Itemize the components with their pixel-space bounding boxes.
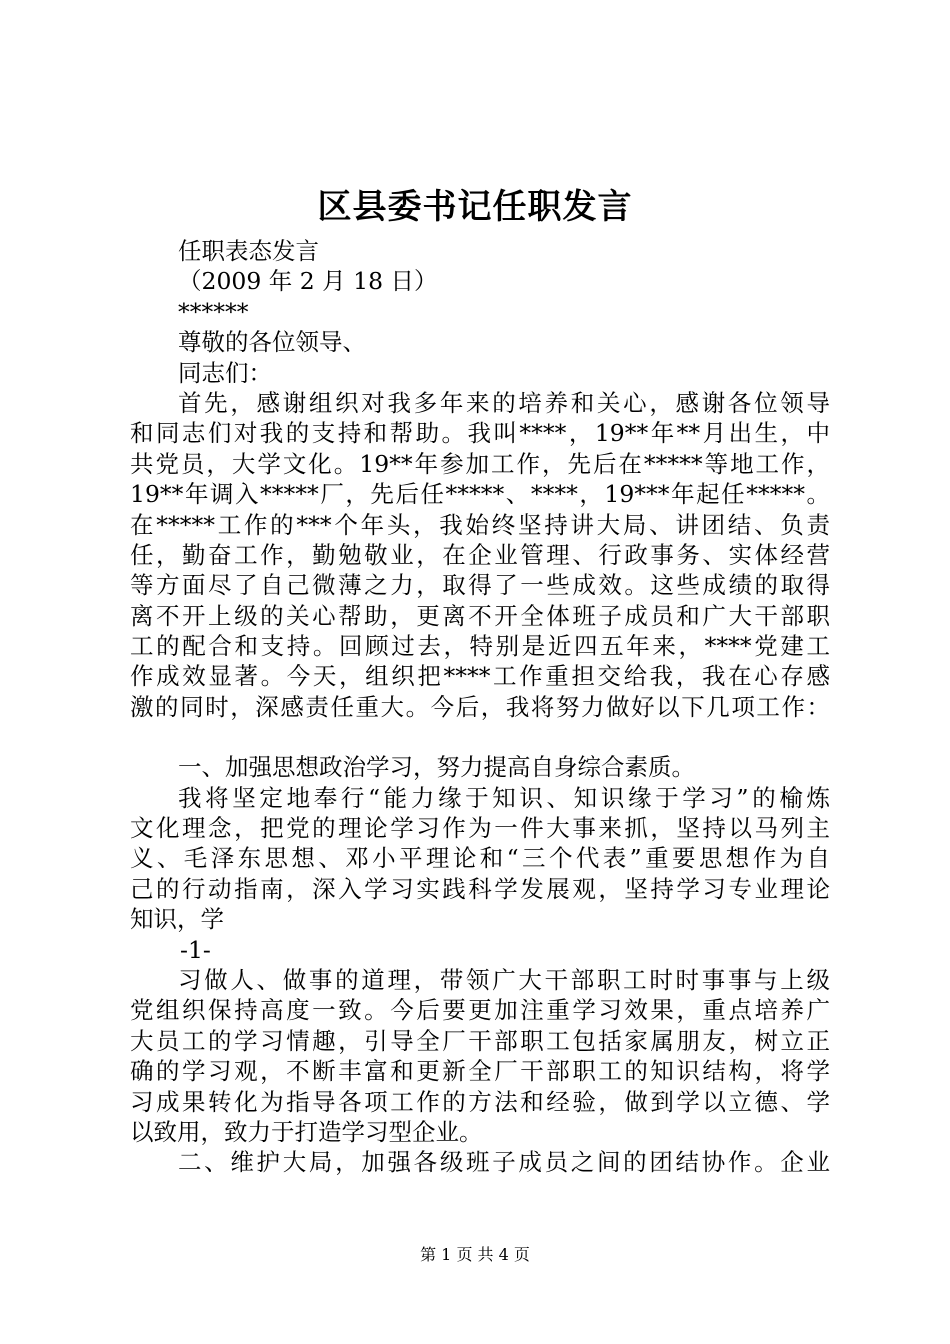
- page-footer: 第 1 页 共 4 页: [420, 1245, 530, 1264]
- paragraph-3-line: 习做人、做事的道理，带领广大干部职工时时事事与上级: [178, 965, 830, 994]
- speech-heading: 任职表态发言: [178, 237, 319, 265]
- paragraph-3-line: 以致用，致力于打造学习型企业。: [130, 1117, 483, 1146]
- salutation-line-1: 尊敬的各位领导、: [178, 328, 366, 357]
- paragraph-3-line: 党组织保持高度一致。今后要更加注重学习效果，重点培养广: [130, 996, 830, 1025]
- paragraph-gap: [130, 722, 830, 752]
- paragraph-3-line: 确的学习观，不断丰富和更新全厂干部职工的知识结构，将学: [130, 1057, 830, 1086]
- salutation-line-2: 同志们：: [178, 358, 272, 387]
- paragraph-1-line: 19**年调入*****厂，先后任*****、****，19***年起任*****。: [130, 480, 830, 509]
- paragraph-1-line: 工的配合和支持。回顾过去，特别是近四五年来，****党建工: [130, 632, 830, 661]
- paragraph-2-line: 我将坚定地奉行“能力缘于知识、知识缘于学习”的榆炼: [178, 783, 830, 812]
- paragraph-1-line: 作成效显著。今天，组织把****工作重担交给我，我在心存感: [130, 662, 830, 691]
- paragraph-1-line: 激的同时，深感责任重大。今后，我将努力做好以下几项工作：: [130, 692, 830, 721]
- paragraph-1-line: 首先，感谢组织对我多年来的培养和关心，感谢各位领导: [178, 388, 830, 417]
- paragraph-1-line: 任，勤奋工作，勤勉敬业，在企业管理、行政事务、实体经营: [130, 540, 830, 569]
- paragraph-2-line: 义、毛泽东思想、邓小平理论和“三个代表”重要思想作为自: [130, 844, 830, 873]
- page-marker: -1-: [180, 935, 211, 964]
- document-title: 区县委书记任职发言: [317, 187, 633, 227]
- paragraph-1-line: 共党员，大学文化。19**年参加工作，先后在*****等地工作，: [130, 449, 830, 478]
- paragraph-2-line: 己的行动指南，深入学习实践科学发展观，坚持学习专业理论: [130, 874, 830, 903]
- speech-date: （2009 年 2 月 18 日）: [178, 267, 438, 296]
- paragraph-1-line: 在*****工作的***个年头，我始终坚持讲大局、讲团结、负责: [130, 510, 830, 539]
- paragraph-2-line: 文化理念，把党的理论学习作为一件大事来抓，坚持以马列主: [130, 814, 830, 843]
- paragraph-3-line: 大员工的学习情趣，引导全厂干部职工包括家属朋友，树立正: [130, 1026, 830, 1055]
- paragraph-1-line: 和同志们对我的支持和帮助。我叫****，19**年**月出生，中: [130, 419, 830, 448]
- paragraph-1-line: 离不开上级的关心帮助，更离不开全体班子成员和广大干部职: [130, 601, 830, 630]
- section-1-heading: 一、加强思想政治学习，努力提高自身综合素质。: [178, 753, 695, 782]
- section-2-line: 二、维护大局，加强各级班子成员之间的团结协作。企业: [178, 1148, 830, 1177]
- paragraph-3-line: 习成果转化为指导各项工作的方法和经验，做到学以立德、学: [130, 1087, 830, 1116]
- paragraph-2-line: 知识，学: [130, 905, 224, 934]
- document-body: [130, 236, 830, 1178]
- speaker-name: ******: [178, 297, 249, 326]
- paragraph-1-line: 等方面尽了自己微薄之力，取得了一些成效。这些成绩的取得: [130, 571, 830, 600]
